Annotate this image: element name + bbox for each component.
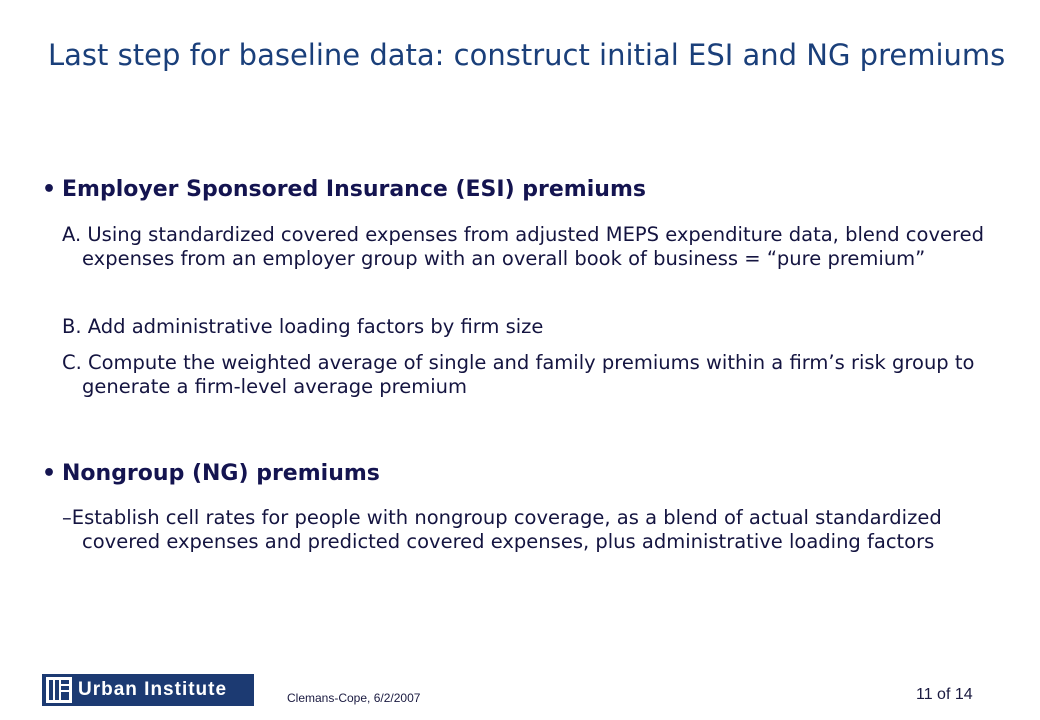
urban-institute-logo <box>42 674 254 706</box>
bullet-marker: • <box>42 177 57 202</box>
logo-mark-icon <box>46 677 72 703</box>
section-heading-ng <box>42 461 380 486</box>
section-heading-esi <box>42 177 646 202</box>
bullet-marker: • <box>42 461 57 486</box>
footer-author-date: Clemans-Cope, 6/2/2007 <box>287 691 421 705</box>
page-number: 11 of 14 <box>916 686 973 703</box>
list-item-esi-b: B. Add administrative loading factors by firm size <box>62 315 544 338</box>
section-heading-label: Employer Sponsored Insurance (ESI) premiums <box>62 177 646 202</box>
section-heading-label: Nongroup (NG) premiums <box>62 461 380 486</box>
logo-text: Urban Institute <box>78 679 228 700</box>
list-item-ng-1: –Establish cell rates for people with nongroup coverage, as a blend of actual standardized covered expenses and predicted covered expenses, plus administrative loading factors <box>62 506 942 553</box>
list-item-esi-a: A. Using standardized covered expenses from adjusted MEPS expenditure data, blend covered expenses from an employer group with an overall book of business = “pure premium” <box>62 223 984 270</box>
slide-title: Last step for baseline data: construct initial ESI and NG premiums <box>48 38 1006 72</box>
list-item-esi-c: C. Compute the weighted average of single and family premiums within a firm’s risk group to generate a firm-level average premium <box>62 351 975 398</box>
